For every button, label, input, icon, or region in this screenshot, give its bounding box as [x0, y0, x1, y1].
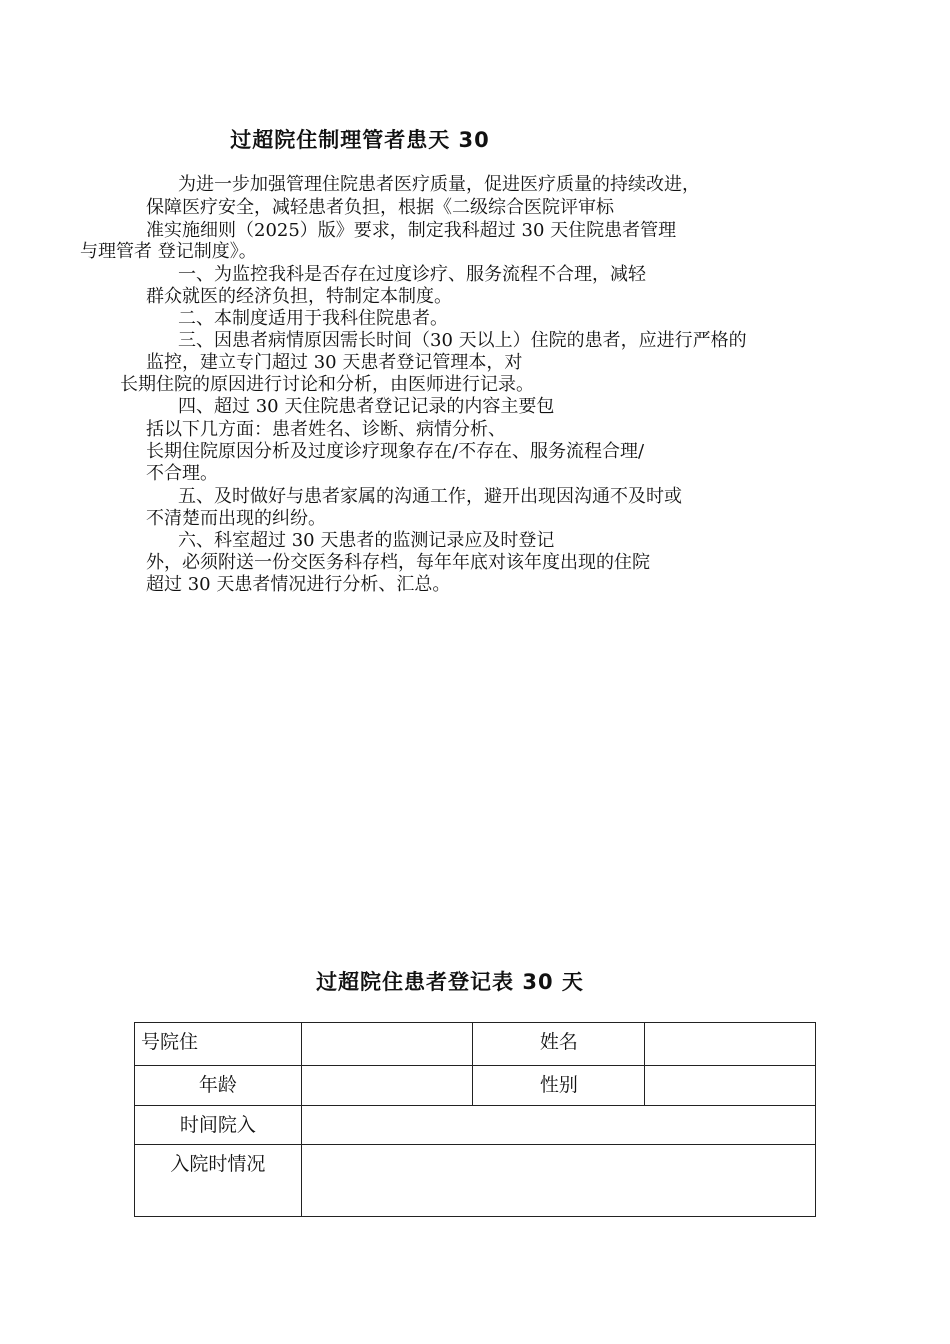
table-row — [135, 1106, 816, 1145]
input-cell[interactable] — [301, 1106, 815, 1145]
registration-table — [134, 1022, 816, 1217]
label-cell: 入院时情况 — [135, 1145, 302, 1217]
paragraph-line: 超过 30 天患者情况进行分析、汇总。 — [146, 574, 451, 595]
input-cell[interactable] — [645, 1066, 816, 1106]
input-cell[interactable] — [301, 1066, 473, 1106]
label-cell: 年龄 — [135, 1066, 302, 1106]
paragraph-line: 准实施细则（2025）版》要求，制定我科超过 30 天住院患者管理 — [146, 220, 677, 241]
table-row — [135, 1066, 816, 1106]
label-cell: 性别 — [473, 1066, 645, 1106]
paragraph-line: 三、因患者病情原因需长时间（30 天以上）住院的患者，应进行严格的 — [178, 330, 747, 351]
paragraph-line: 长期住院的原因进行讨论和分析，由医师进行记录。 — [120, 374, 534, 395]
paragraph-line: 保障医疗安全，减轻患者负担，根据《二级综合医院评审标 — [146, 197, 614, 218]
paragraph-line: 长期住院原因分析及过度诊疗现象存在/不存在、服务流程合理/ — [146, 441, 645, 462]
paragraph-line: 不清楚而出现的纠纷。 — [146, 508, 326, 529]
paragraph-line: 为进一步加强管理住院患者医疗质量，促进医疗质量的持续改进， — [178, 174, 700, 195]
paragraph-line: 二、本制度适用于我科住院患者。 — [178, 308, 448, 329]
paragraph-line: 不合理。 — [146, 463, 218, 484]
label-cell: 时间院入 — [135, 1106, 302, 1145]
label-cell: 号院住 — [135, 1023, 302, 1066]
paragraph-line: 群众就医的经济负担，特制定本制度。 — [146, 286, 452, 307]
table-row — [135, 1023, 816, 1066]
paragraph-line: 外，必须附送一份交医务科存档，每年年底对该年度出现的住院 — [146, 552, 650, 573]
input-cell[interactable] — [301, 1023, 473, 1066]
paragraph-line: 一、为监控我科是否存在过度诊疗、服务流程不合理，减轻 — [178, 264, 646, 285]
paragraph-line: 括以下几方面：患者姓名、诊断、病情分析、 — [146, 419, 506, 440]
input-cell[interactable] — [301, 1145, 815, 1217]
input-cell[interactable] — [645, 1023, 816, 1066]
paragraph-line: 四、超过 30 天住院患者登记记录的内容主要包 — [178, 396, 555, 417]
paragraph-line: 六、科室超过 30 天患者的监测记录应及时登记 — [178, 530, 555, 551]
label-cell: 姓名 — [473, 1023, 645, 1066]
form-title: 过超院住患者登记表 30 天 — [316, 970, 584, 994]
paragraph-line: 与理管者 登记制度》。 — [80, 241, 257, 262]
document-title: 过超院住制理管者患天 30 — [230, 128, 490, 152]
paragraph-line: 监控，建立专门超过 30 天患者登记管理本，对 — [146, 352, 523, 373]
table-row — [135, 1145, 816, 1217]
paragraph-line: 五、及时做好与患者家属的沟通工作，避开出现因沟通不及时或 — [178, 486, 682, 507]
